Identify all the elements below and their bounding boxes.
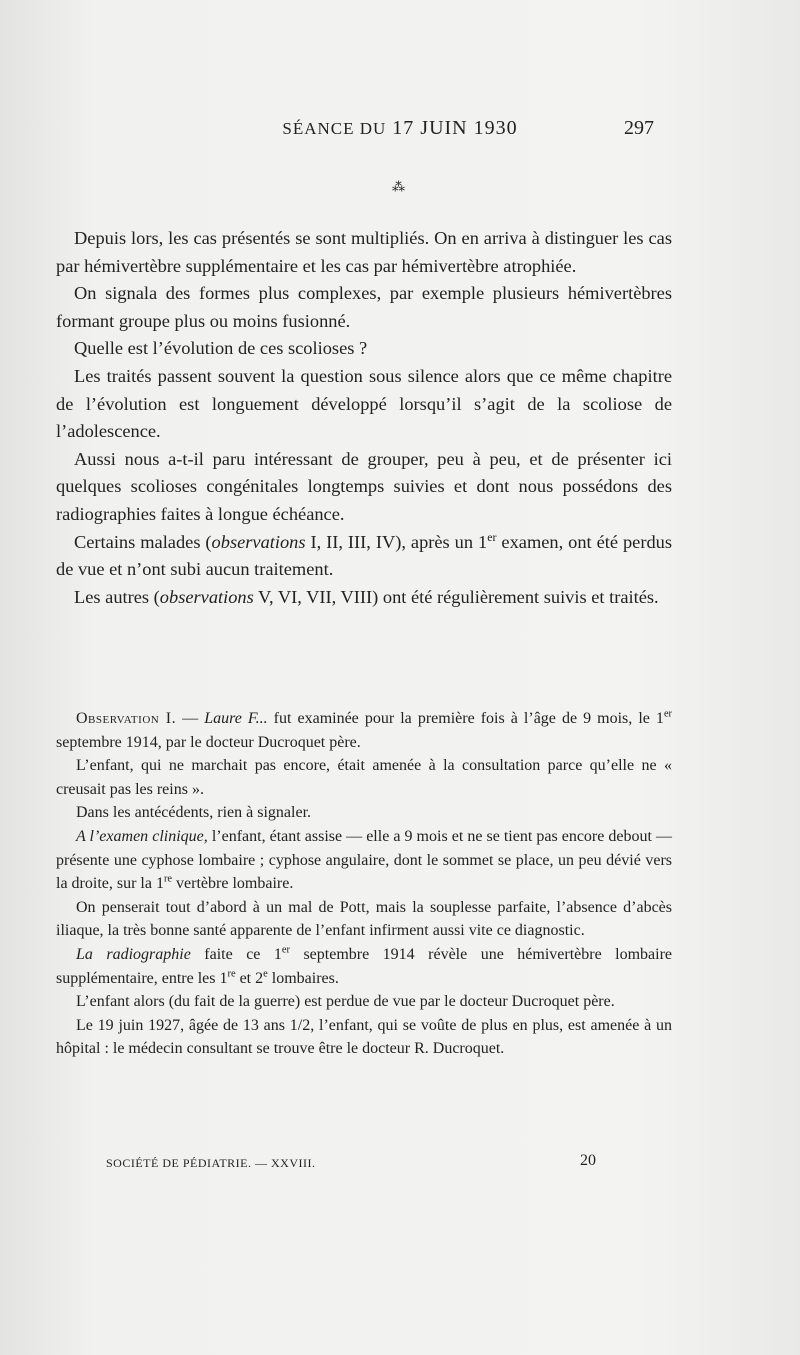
page-number: 297	[624, 117, 654, 139]
text-run: —	[176, 710, 205, 727]
superscript: re	[227, 968, 236, 980]
observation-label: Observation I.	[76, 710, 177, 727]
running-title-date: 17 JUIN 1930	[392, 117, 518, 139]
text-run: I, II, III, IV), après un 1	[305, 531, 488, 552]
text-run: Les autres (	[74, 586, 160, 607]
printer-signature-number: 20	[580, 1152, 596, 1169]
observation-section	[56, 707, 672, 1061]
text-run: V, VI, VII, VIII) ont été régulièrement suivis et traités.	[253, 586, 659, 607]
paragraph	[56, 529, 672, 584]
paragraph: Dans les antécédents, rien à signaler.	[76, 804, 312, 822]
text-run: examen, ont été perdus de vue et n’ont subi aucun traitement.	[56, 531, 672, 580]
running-title-prefix: SÉANCE DU	[282, 119, 387, 138]
paragraph: Depuis lors, les cas présentés se sont multipliés. On en arriva à distinguer les cas par hémivertèbre supplémentaire et les cas par hémivertèbre atrophiée.	[56, 228, 672, 276]
page-footer	[106, 1152, 596, 1171]
text-run: lombaires.	[267, 969, 339, 987]
text-run: septembre 1914 révèle une hémivertèbre lombaire supplémentaire, entre les 1	[56, 945, 673, 987]
paragraph: Aussi nous a-t-il paru intéressant de grouper, peu à peu, et de présenter ici quelques scolioses congénitales longtemps suivies et dont nous possédons des radiographies faites à longue échéance.	[56, 448, 672, 524]
superscript: e	[263, 968, 268, 980]
text-run: fut examinée pour la première fois à l’âge de 9 mois, le 1	[267, 710, 664, 727]
paragraph	[56, 584, 672, 612]
emphasis: La radiographie	[76, 945, 191, 963]
emphasis: A l’examen clinique,	[76, 827, 208, 845]
running-title	[0, 117, 800, 140]
text-run: l’enfant, étant assise — elle a 9 mois et ne se tient pas encore debout — présente une cyphose lombaire ; cyphose angulaire, dont le sommet se place, un peu dévié vers la droite, sur la 1	[56, 827, 673, 893]
paragraph: L’enfant, qui ne marchait pas encore, était amenée à la consultation parce qu’elle ne « creusait pas les reins ».	[56, 757, 672, 798]
paragraph: Quelle est l’évolution de ces scolioses ?	[74, 338, 368, 359]
superscript: er	[487, 529, 497, 544]
paragraph: L’enfant alors (du fait de la guerre) est perdue de vue par le docteur Ducroquet père.	[76, 993, 615, 1011]
emphasis: observations	[159, 586, 254, 607]
paragraph: On signala des formes plus complexes, par exemple plusieurs hémivertèbres formant groupe plus ou moins fusionné.	[56, 283, 672, 331]
paragraph	[56, 943, 672, 990]
paragraph: Les traités passent souvent la question sous silence alors que ce même chapitre de l’évolution est longuement développé lorsqu’il s’agit de la scoliose de l’adolescence.	[56, 365, 672, 442]
superscript: re	[163, 873, 173, 885]
main-text	[56, 225, 672, 611]
text-run: et 2	[235, 969, 264, 987]
observation-heading-paragraph	[56, 707, 672, 754]
paragraph: Le 19 juin 1927, âgée de 13 ans 1/2, l’enfant, qui se voûte de plus en plus, est amenée à un hôpital : le médecin consultant se trouve être le docteur R. Ducroquet.	[56, 1016, 672, 1058]
paragraph	[56, 825, 672, 896]
text-run: vertèbre lombaire.	[172, 875, 294, 893]
emphasis: observations	[211, 531, 306, 552]
superscript: er	[663, 708, 673, 720]
text-run: faite ce 1	[190, 945, 282, 963]
text-run: septembre 1914, par le docteur Ducroquet père.	[56, 733, 361, 751]
superscript: er	[281, 944, 290, 956]
patient-name: Laure F...	[204, 710, 268, 727]
running-header	[0, 117, 800, 147]
journal-signature: SOCIÉTÉ DE PÉDIATRIE. — XXVIII.	[106, 1156, 316, 1170]
section-separator: ⁂	[392, 179, 408, 194]
paragraph: On penserait tout d’abord à un mal de Pott, mais la souplesse parfaite, l’absence d’abcès iliaque, la très bonne santé apparente de l’enfant infirment aussi vite ce diagnostic.	[56, 898, 672, 940]
text-run: Certains malades (	[74, 531, 212, 552]
